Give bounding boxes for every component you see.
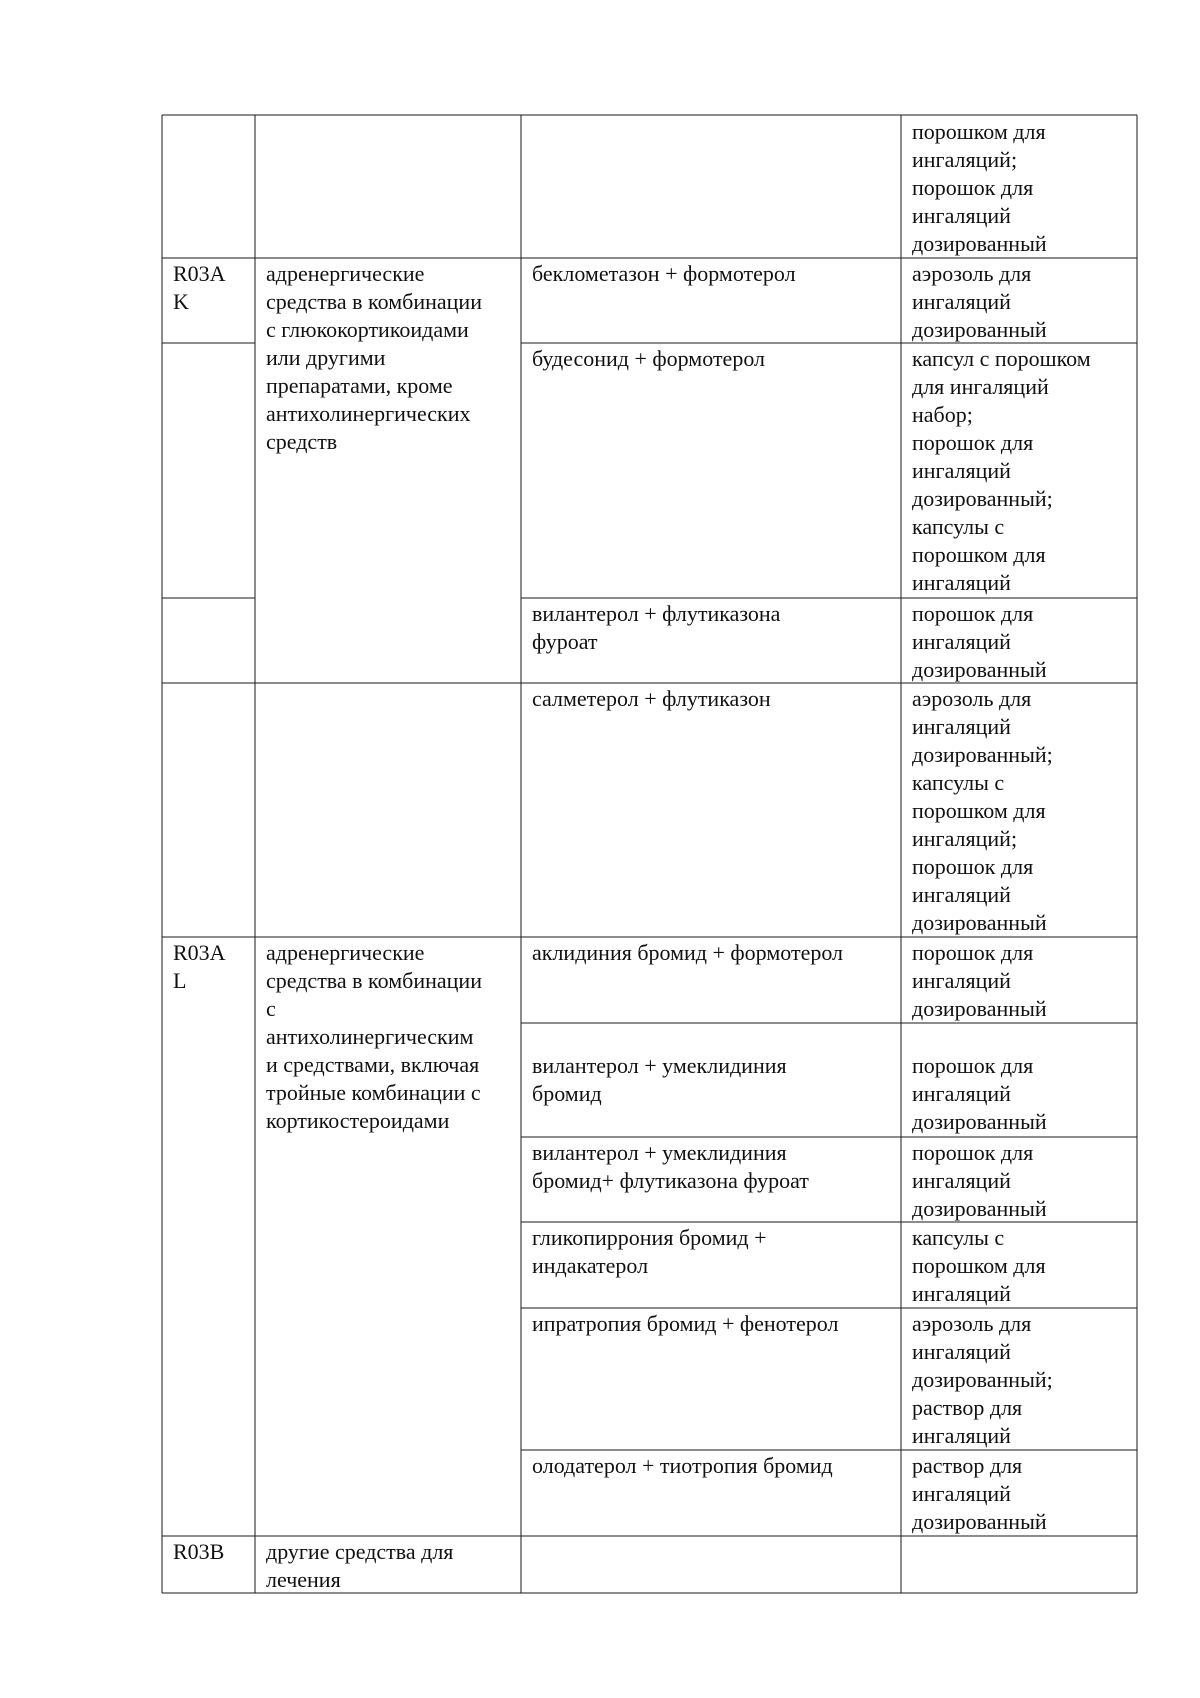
- table-cell-substance: беклометазон + формотерол: [532, 261, 796, 286]
- table-cell-substance: вилантерол + умеклидиния бромид: [532, 1053, 787, 1106]
- table-cell-form: порошок для ингаляций дозированный: [912, 1140, 1047, 1221]
- table-cell-code: R03B: [173, 1539, 225, 1564]
- table-cell-substance: будесонид + формотерол: [532, 346, 766, 371]
- table-cell-form: раствор для ингаляций дозированный: [912, 1453, 1047, 1534]
- table-cell-form: порошок для ингаляций дозированный: [912, 601, 1047, 682]
- table-cell-substance: вилантерол + умеклидиния бромид+ флутиказона фуроат: [532, 1140, 809, 1193]
- table-cell-form: аэрозоль для ингаляций дозированный; капсулы с порошком для ингаляций; порошок для ингаляций дозированный: [912, 686, 1053, 935]
- table-cell-substance: вилантерол + флутиказона фуроат: [532, 601, 781, 654]
- table-cell-substance: гликопиррония бромид + индакатерол: [532, 1225, 767, 1278]
- table-cell-substance: ипратропия бромид + фенотерол: [532, 1311, 839, 1336]
- table-cell-form: аэрозоль для ингаляций дозированный: [912, 261, 1047, 342]
- table-cell-form: капсулы с порошком для ингаляций: [912, 1225, 1046, 1306]
- table-cell-form: порошок для ингаляций дозированный: [912, 940, 1047, 1021]
- table-cell-form: порошком для ингаляций; порошок для ингаляций дозированный: [912, 119, 1047, 256]
- table-cell-code: R03A L: [173, 940, 226, 993]
- table-cell-substance: аклидиния бромид + формотерол: [532, 940, 844, 965]
- table-cell-substance: олодатерол + тиотропия бромид: [532, 1453, 833, 1478]
- table-cell-group: адренергические средства в комбинации с антихолинергическим и средствами, включая тройные комбинации с кортикостероидами: [266, 940, 482, 1133]
- table-cell-group: адренергические средства в комбинации с глюкокортикоидами или другими препаратами, кроме антихолинергических средств: [266, 261, 482, 454]
- table-cell-form: аэрозоль для ингаляций дозированный; раствор для ингаляций: [912, 1311, 1053, 1448]
- table-cell-substance: салметерол + флутиказон: [532, 686, 771, 711]
- table-cell-code: R03A K: [173, 261, 226, 314]
- table-cell-group: другие средства для лечения: [266, 1539, 454, 1592]
- table-cell-form: капсул с порошком для ингаляций набор; порошок для ингаляций дозированный; капсулы с порошком для ингаляций: [912, 346, 1091, 595]
- table-cell-form: порошок для ингаляций дозированный: [912, 1053, 1047, 1134]
